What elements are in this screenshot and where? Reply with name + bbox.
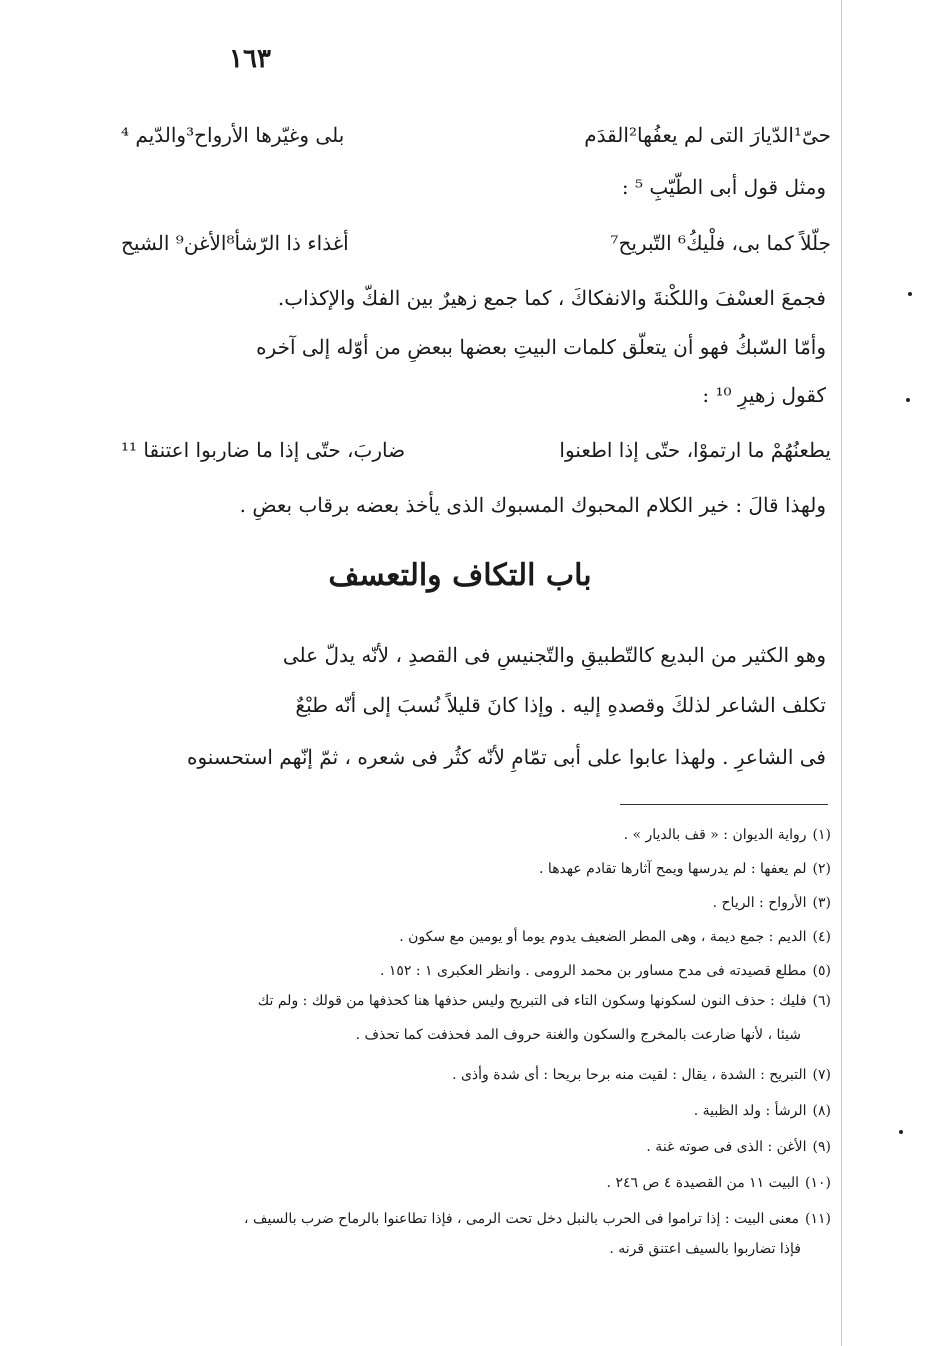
footnote-text: مطلع قصيدته فى مدح مساور بن محمد الرومى . وانظر العكبرى ١ : ١٥٢ . — [379, 963, 807, 979]
text-line-sabk-2: كقول زهيرٍ ¹⁰ : — [702, 383, 826, 407]
margin-speck — [908, 292, 912, 296]
footnote-number: (٧) — [812, 1067, 831, 1083]
footnote-number: (١٠) — [805, 1175, 831, 1191]
page-number: ١٦٣ — [229, 44, 271, 74]
footnote-number: (١١) — [805, 1211, 831, 1227]
verse-1-second-hemistich: بلى وغيّرها الأرواح³والدّيم ⁴ — [121, 123, 345, 147]
margin-speck — [906, 398, 910, 402]
footnote-11-continued — [111, 1238, 801, 1260]
footnote-6 — [111, 990, 831, 1012]
footnote-number: (٤) — [812, 929, 831, 945]
paragraph-line-3: فى الشاعرِ . ولهذا عابوا على أبى تمّامٍ لأنّه كثُر فى شعره ، ثمّ إنّهم استحسنوه — [186, 745, 826, 769]
verse-3-second-hemistich: ضاربَ، حتّى إذا ما ضاربوا اعتنقا ¹¹ — [121, 438, 406, 462]
paragraph-line-1: وهو الكثير من البديع كالتّطبيقِ والتّجنيسِ فى القصدِ ، لأنّه يدلّ على — [282, 643, 826, 667]
footnote-number: (٩) — [812, 1139, 831, 1155]
footnote-2 — [111, 858, 831, 880]
footnote-1 — [111, 824, 831, 846]
footnote-10 — [111, 1172, 831, 1194]
footnote-3 — [111, 892, 831, 914]
footnote-number: (٨) — [812, 1103, 831, 1119]
footnote-number: (٦) — [812, 993, 831, 1009]
footnote-text: معنى البيت : إذا تراموا فى الحرب بالنبل دخل تحت الرمى ، فإذا تطاعنوا بالرماح ضرب بالسيف ، — [243, 1211, 800, 1227]
footnote-5 — [111, 960, 831, 982]
section-heading: باب التكاف والتعسف — [328, 558, 592, 593]
verse-2-second-hemistich: أغذاء ذا الرّشأ⁸الأغن⁹ الشيح — [121, 231, 349, 255]
verse-2-first-hemistich: جلّلاً كما بى، فلْيكُ⁶ التّبريح⁷ — [610, 231, 831, 255]
verse-3-first-hemistich: يطعنُهُمْ ما ارتموْا، حتّى إذا اطعنوا — [559, 438, 831, 462]
footnote-number: (٥) — [812, 963, 831, 979]
footnote-number: (٢) — [812, 861, 831, 877]
footnote-7 — [111, 1064, 831, 1086]
page-edge-line — [841, 0, 842, 1346]
footnote-text: رواية الديوان : « قف بالديار » . — [623, 827, 807, 843]
text-line-sabk-1: وأمّا السّبكُ فهو أن يتعلّق كلمات البيتِ بعضها ببعضٍ من أوّله إلى آخره — [256, 335, 826, 359]
footnote-number: (٣) — [812, 895, 831, 911]
footnote-text: التبريح : الشدة ، يقال : لقيت منه برحا بريحا : أى شدة وأذى . — [452, 1067, 807, 1083]
verse-1-first-hemistich: حىّ¹الدّيارَ التى لم يعفُها²القدَم — [584, 123, 831, 147]
paragraph-line-2: تكلف الشاعر لذلكَ وقصدهِ إليه . وإذا كانَ قليلاً نُسبَ إلى أنّه طبْعٌ — [295, 693, 826, 717]
footnote-number: (١) — [812, 827, 831, 843]
footnote-text: الأرواح : الرياح . — [712, 895, 807, 911]
verse-line-3 — [121, 435, 831, 465]
footnote-6-continued — [111, 1024, 801, 1046]
footnote-8 — [111, 1100, 831, 1122]
footnote-text: الديم : جمع ديمة ، وهى المطر الضعيف يدوم يوما أو يومين مع سكون . — [399, 929, 807, 945]
margin-speck — [899, 1130, 903, 1134]
footnote-11 — [111, 1208, 831, 1230]
footnote-9 — [111, 1136, 831, 1158]
intro-abu-tayyib: ومثل قول أبى الطّيّبِ ⁵ : — [621, 175, 826, 199]
text-line-combined: فجمعَ العسْفَ واللكْنةَ والانفكاكَ ، كما جمع زهيرٌ بين الفكّ والإكذاب. — [277, 286, 826, 310]
verse-line-1 — [121, 120, 831, 150]
footnote-text: فإذا تضاربوا بالسيف اعتنق قرنه . — [609, 1241, 801, 1257]
footnote-separator — [620, 804, 828, 805]
footnote-text: الأغن : الذى فى صوته غنة . — [646, 1139, 807, 1155]
text-line-saying: ولهذا قالَ : خير الكلام المحبوك المسبوك الذى يأخذ بعضه برقاب بعضٍ . — [239, 493, 826, 517]
footnote-text: شيئا ، لأنها ضارعت بالمخرج والسكون والغنة حروف المد فحذفت كما تحذف . — [355, 1027, 801, 1043]
footnote-text: لم يعفها : لم يدرسها ويمح آثارها تقادم عهدها . — [539, 861, 807, 877]
footnote-4 — [111, 926, 831, 948]
footnote-text: الرشأ : ولد الظبية . — [693, 1103, 807, 1119]
footnote-text: فليك : حذف النون لسكونها وسكون التاء فى التبريح وليس حذفها هنا كحذفها من قولك : ولم تك — [257, 993, 807, 1009]
footnote-text: البيت ١١ من القصيدة ٤ ص ٢٤٦ . — [606, 1175, 800, 1191]
verse-line-2 — [121, 228, 831, 258]
